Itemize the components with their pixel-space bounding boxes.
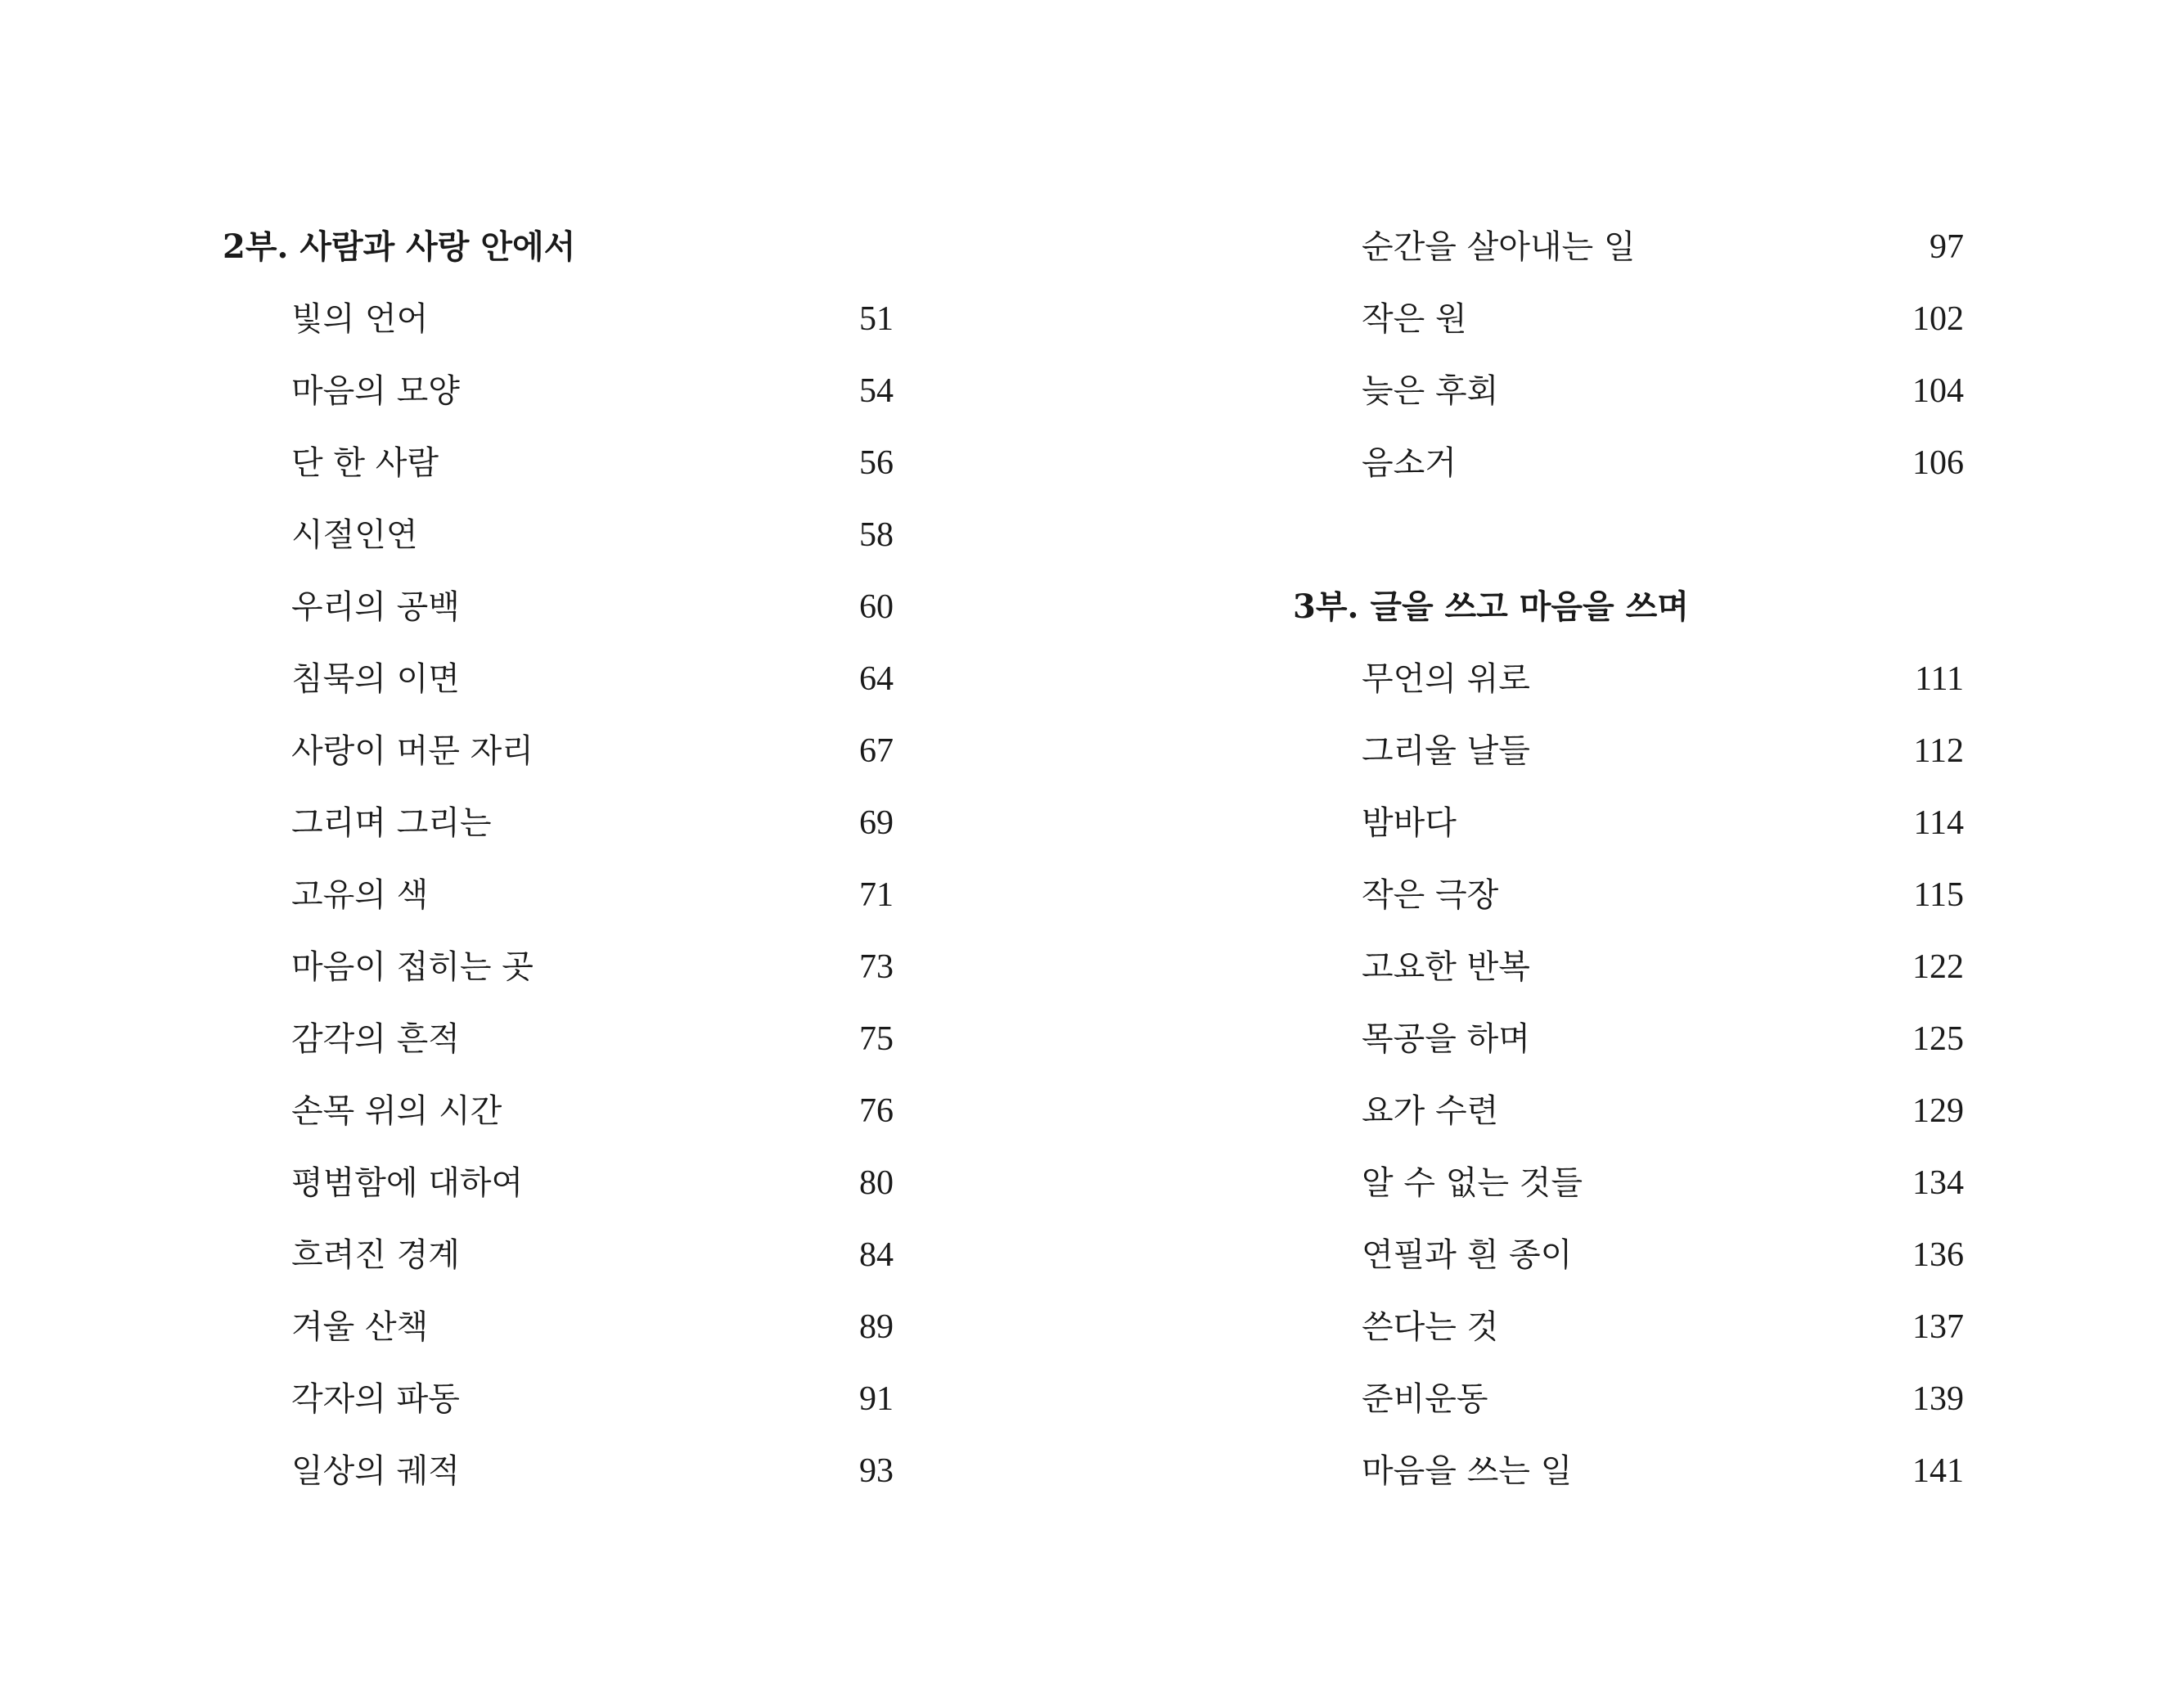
toc-entry[interactable] bbox=[223, 571, 894, 643]
toc-entry[interactable] bbox=[1293, 1147, 1964, 1219]
toc-entry[interactable] bbox=[1293, 931, 1964, 1003]
entry-title: 연필과 흰 종이 bbox=[1362, 1236, 1573, 1274]
entry-title: 쓴다는 것 bbox=[1362, 1308, 1499, 1346]
entry-title: 마음을 쓰는 일 bbox=[1362, 1452, 1573, 1490]
entry-title: 침묵의 이면 bbox=[291, 660, 460, 698]
entry-title: 무언의 위로 bbox=[1362, 660, 1530, 698]
entry-title: 단 한 사람 bbox=[291, 444, 439, 482]
entry-page-number: 93 bbox=[859, 1452, 894, 1490]
toc-entry[interactable] bbox=[1293, 1219, 1964, 1291]
entry-title: 알 수 없는 것들 bbox=[1362, 1164, 1583, 1202]
entry-page-number: 89 bbox=[859, 1308, 894, 1346]
entry-title: 겨울 산책 bbox=[291, 1308, 429, 1346]
entry-title: 그리며 그리는 bbox=[291, 804, 492, 842]
entry-title: 일상의 궤적 bbox=[291, 1452, 460, 1490]
entry-page-number: 51 bbox=[859, 300, 894, 338]
toc-entry[interactable] bbox=[1293, 1363, 1964, 1435]
entry-page-number: 73 bbox=[859, 948, 894, 986]
entry-title: 늦은 후회 bbox=[1362, 372, 1499, 410]
entry-page-number: 111 bbox=[1915, 660, 1964, 698]
part-2-title: 2부. 사람과 사랑 안에서 bbox=[223, 227, 576, 266]
entry-title: 밤바다 bbox=[1362, 804, 1457, 842]
toc-entry[interactable] bbox=[1293, 1291, 1964, 1363]
entry-page-number: 97 bbox=[1930, 228, 1964, 266]
entry-page-number: 106 bbox=[1912, 444, 1964, 482]
entry-page-number: 104 bbox=[1912, 372, 1964, 410]
entry-page-number: 67 bbox=[859, 732, 894, 770]
entry-title: 빛의 언어 bbox=[291, 300, 429, 338]
toc-right-column bbox=[1293, 211, 1964, 1507]
toc-entry[interactable] bbox=[1293, 211, 1964, 283]
entry-title: 요가 수련 bbox=[1362, 1092, 1499, 1130]
entry-title: 고요한 반복 bbox=[1362, 948, 1530, 986]
entry-page-number: 58 bbox=[859, 516, 894, 554]
entry-title: 고유의 색 bbox=[291, 876, 429, 914]
toc-entry[interactable] bbox=[223, 715, 894, 787]
toc-entry[interactable] bbox=[1293, 283, 1964, 355]
entry-title: 그리울 날들 bbox=[1362, 732, 1530, 770]
entry-page-number: 134 bbox=[1912, 1164, 1964, 1202]
entry-page-number: 69 bbox=[859, 804, 894, 842]
entry-title: 각자의 파동 bbox=[291, 1380, 460, 1418]
toc-entry[interactable] bbox=[223, 283, 894, 355]
entry-title: 순간을 살아내는 일 bbox=[1362, 228, 1636, 266]
toc-entry[interactable] bbox=[223, 1435, 894, 1507]
toc-entry[interactable] bbox=[1293, 1435, 1964, 1507]
entry-page-number: 75 bbox=[859, 1020, 894, 1058]
entry-title: 시절인연 bbox=[291, 516, 418, 554]
toc-entry[interactable] bbox=[1293, 643, 1964, 715]
entry-page-number: 76 bbox=[859, 1092, 894, 1130]
entry-page-number: 102 bbox=[1912, 300, 1964, 338]
entry-page-number: 141 bbox=[1912, 1452, 1964, 1490]
toc-entry[interactable] bbox=[223, 787, 894, 859]
entry-page-number: 137 bbox=[1912, 1308, 1964, 1346]
toc-entry[interactable] bbox=[1293, 1003, 1964, 1075]
entry-title: 흐려진 경계 bbox=[291, 1236, 460, 1274]
entry-page-number: 54 bbox=[859, 372, 894, 410]
toc-entry[interactable] bbox=[223, 1363, 894, 1435]
toc-entry[interactable] bbox=[223, 499, 894, 571]
toc-entry[interactable] bbox=[223, 643, 894, 715]
part-3-title: 3부. 글을 쓰고 마음을 쓰며 bbox=[1293, 587, 1689, 626]
entry-title: 손목 위의 시간 bbox=[291, 1092, 502, 1130]
toc-entry[interactable] bbox=[223, 1003, 894, 1075]
toc-entry[interactable] bbox=[1293, 715, 1964, 787]
entry-page-number: 60 bbox=[859, 588, 894, 626]
entry-title: 평범함에 대하여 bbox=[291, 1164, 524, 1202]
entry-page-number: 122 bbox=[1912, 948, 1964, 986]
entry-page-number: 71 bbox=[859, 876, 894, 914]
entry-page-number: 139 bbox=[1912, 1380, 1964, 1418]
entry-title: 우리의 공백 bbox=[291, 588, 460, 626]
entry-page-number: 136 bbox=[1912, 1236, 1964, 1274]
entry-page-number: 64 bbox=[859, 660, 894, 698]
entry-page-number: 112 bbox=[1913, 732, 1964, 770]
toc-entry[interactable] bbox=[1293, 427, 1964, 499]
entry-title: 음소거 bbox=[1362, 444, 1457, 482]
toc-entry[interactable] bbox=[223, 859, 894, 931]
entry-page-number: 56 bbox=[859, 444, 894, 482]
entry-title: 사랑이 머문 자리 bbox=[291, 732, 534, 770]
entry-title: 목공을 하며 bbox=[1362, 1020, 1530, 1058]
entry-title: 마음의 모양 bbox=[291, 372, 460, 410]
toc-entry[interactable] bbox=[223, 355, 894, 427]
toc-entry[interactable] bbox=[223, 1147, 894, 1219]
toc-entry[interactable] bbox=[1293, 355, 1964, 427]
toc-entry[interactable] bbox=[223, 1291, 894, 1363]
entry-title: 준비운동 bbox=[1362, 1380, 1488, 1418]
toc-entry[interactable] bbox=[223, 931, 894, 1003]
entry-page-number: 84 bbox=[859, 1236, 894, 1274]
entry-title: 작은 원 bbox=[1362, 300, 1467, 338]
entry-page-number: 114 bbox=[1913, 804, 1964, 842]
toc-entry[interactable] bbox=[223, 427, 894, 499]
entry-title: 마음이 접히는 곳 bbox=[291, 948, 534, 986]
toc-entry[interactable] bbox=[1293, 787, 1964, 859]
toc-entry[interactable] bbox=[223, 1075, 894, 1147]
toc-entry[interactable] bbox=[1293, 1075, 1964, 1147]
entry-page-number: 115 bbox=[1913, 876, 1964, 914]
toc-entry[interactable] bbox=[223, 1219, 894, 1291]
section-spacer bbox=[1293, 499, 1964, 571]
toc-left-column bbox=[223, 211, 894, 1507]
entry-page-number: 125 bbox=[1912, 1020, 1964, 1058]
entry-page-number: 129 bbox=[1912, 1092, 1964, 1130]
entry-title: 감각의 흔적 bbox=[291, 1020, 460, 1058]
entry-page-number: 80 bbox=[859, 1164, 894, 1202]
toc-entry[interactable] bbox=[1293, 859, 1964, 931]
entry-title: 작은 극장 bbox=[1362, 876, 1499, 914]
entry-page-number: 91 bbox=[859, 1380, 894, 1418]
